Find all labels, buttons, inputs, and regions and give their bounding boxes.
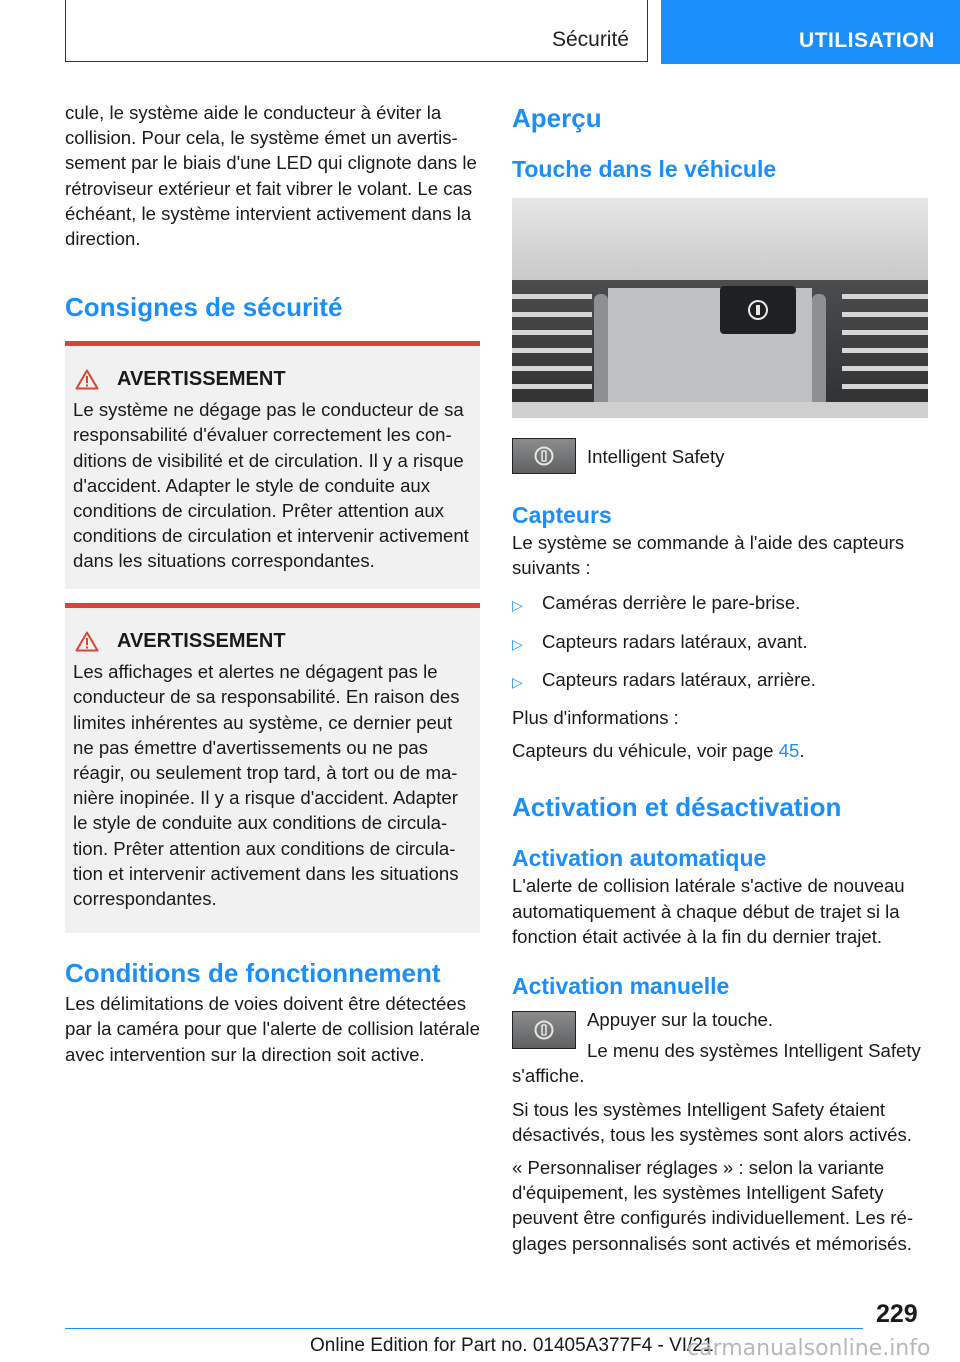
sensor-item: ▷ Capteurs radars latéraux, arrière. [512, 667, 928, 695]
dashboard-vents-illustration [512, 198, 928, 418]
bullet-triangle-icon: ▷ [512, 635, 523, 652]
warning-title-text-1: AVERTISSEMENT [117, 368, 286, 391]
warning-triangle-icon [75, 631, 99, 652]
page-header [0, 0, 960, 64]
page-reference-link[interactable]: 45 [778, 740, 800, 762]
intelligent-safety-icon [512, 438, 576, 474]
safety-heading: Consignes de sécurité [65, 292, 343, 323]
left-column [65, 100, 480, 1075]
manual-activation-heading: Activation manuelle [512, 973, 730, 1000]
warning-title-text-2: AVERTISSEMENT [117, 630, 286, 653]
header-chapter-tab: UTILISATION [661, 0, 960, 64]
manual-menu-text: Le menu des systèmes Intelligent Safety s'affiche. [512, 1040, 921, 1087]
sensors-heading: Capteurs [512, 502, 612, 528]
conditions-paragraph: Les délimitations de voies doivent être détectées par la caméra pour que l'alerte de collision latérale avec intervention sur la direction soit active. [65, 993, 480, 1065]
sensor-item: ▷ Caméras derrière le pare-brise. [512, 590, 928, 618]
footer-edition: Online Edition for Part no. 01405A377F4 - VI/21 [310, 1335, 714, 1356]
activation-heading: Activation et désactivation [512, 792, 842, 823]
sensor-reference: Capteurs du véhicule, voir page 45. [512, 740, 805, 762]
manual-all-text: Si tous les systèmes Intelligent Safety étaient désactivés, tous les systèmes sont alors activés. [512, 1098, 912, 1145]
warning-box-2 [65, 603, 480, 933]
warning-title-2 [75, 630, 472, 653]
warning-text-2: Les affichages et alertes ne dégagent pas le conducteur de sa responsabilité. En raison des limites inhérentes au système, ce dernier peut ne pas émettre d'avertissements ou ne pas réagir, ou seulement trop tard, à tort ou de manière inopinée. Il y a risque d'accident. Adapter le style de conduite aux conditions de circulation. Prêter attention aux conditions de circulation et intervenir activement dans les situations correspondantes. [73, 661, 460, 910]
button-heading: Touche dans le véhicule [512, 156, 777, 182]
intro-paragraph: cule, le système aide le conducteur à éviter la collision. Pour cela, le système émet un avertissement par le biais d'une LED qui clignote dans le rétroviseur extérieur et fait vibrer le volant. Le cas échéant, le système intervient activement dans la direction. [65, 102, 477, 250]
warning-title-1 [75, 368, 472, 391]
watermark: carmanualsonline.info [687, 1336, 931, 1361]
sensors-intro: Le système se commande à l'aide des capteurs suivants : [512, 532, 905, 579]
warning-triangle-icon [75, 369, 99, 390]
header-section-box [65, 0, 648, 62]
warning-text-1: Le système ne dégage pas le conducteur de sa responsabilité d'évaluer correctement les conditions de visibilité et de circulation. Il y a risque d'accident. Adapter le style de conduite aux conditions de circulation. Prêter attention aux conditions de circulation et intervenir activement dans les situations correspondantes. [73, 399, 469, 572]
header-section-title: Sécurité [551, 28, 629, 51]
vehicle-button-photo [512, 198, 928, 418]
bullet-triangle-icon: ▷ [512, 597, 523, 614]
auto-activation-heading: Activation automatique [512, 845, 767, 872]
button-label: Intelligent Safety [587, 446, 725, 467]
page-number: 229 [876, 1300, 918, 1328]
manual-activation-block [512, 1007, 928, 1097]
button-label-row [512, 438, 928, 474]
overview-heading: Aperçu [512, 103, 602, 133]
manual-press-text: Appuyer sur la touche. [587, 1009, 774, 1031]
footer-divider [65, 1328, 863, 1329]
intelligent-safety-icon [512, 1011, 576, 1049]
right-column [512, 100, 928, 1264]
auto-activation-text: L'alerte de collision latérale s'active de nouveau automatiquement à chaque début de trajet si la fonction était activée à la fin du dernier trajet. [512, 875, 905, 947]
bullet-triangle-icon: ▷ [512, 673, 523, 690]
sensor-item: ▷ Capteurs radars latéraux, avant. [512, 629, 928, 657]
more-info-label: Plus d'informations : [512, 707, 679, 729]
conditions-heading: Conditions de fonctionnement [65, 958, 441, 989]
warning-box-1 [65, 341, 480, 589]
manual-custom-text: « Personnaliser réglages » : selon la variante d'équipement, les systèmes Intelligent Safety peuvent être configurés individuellement. Les réglages personnalisés sont activés et mémorisés. [512, 1157, 914, 1254]
